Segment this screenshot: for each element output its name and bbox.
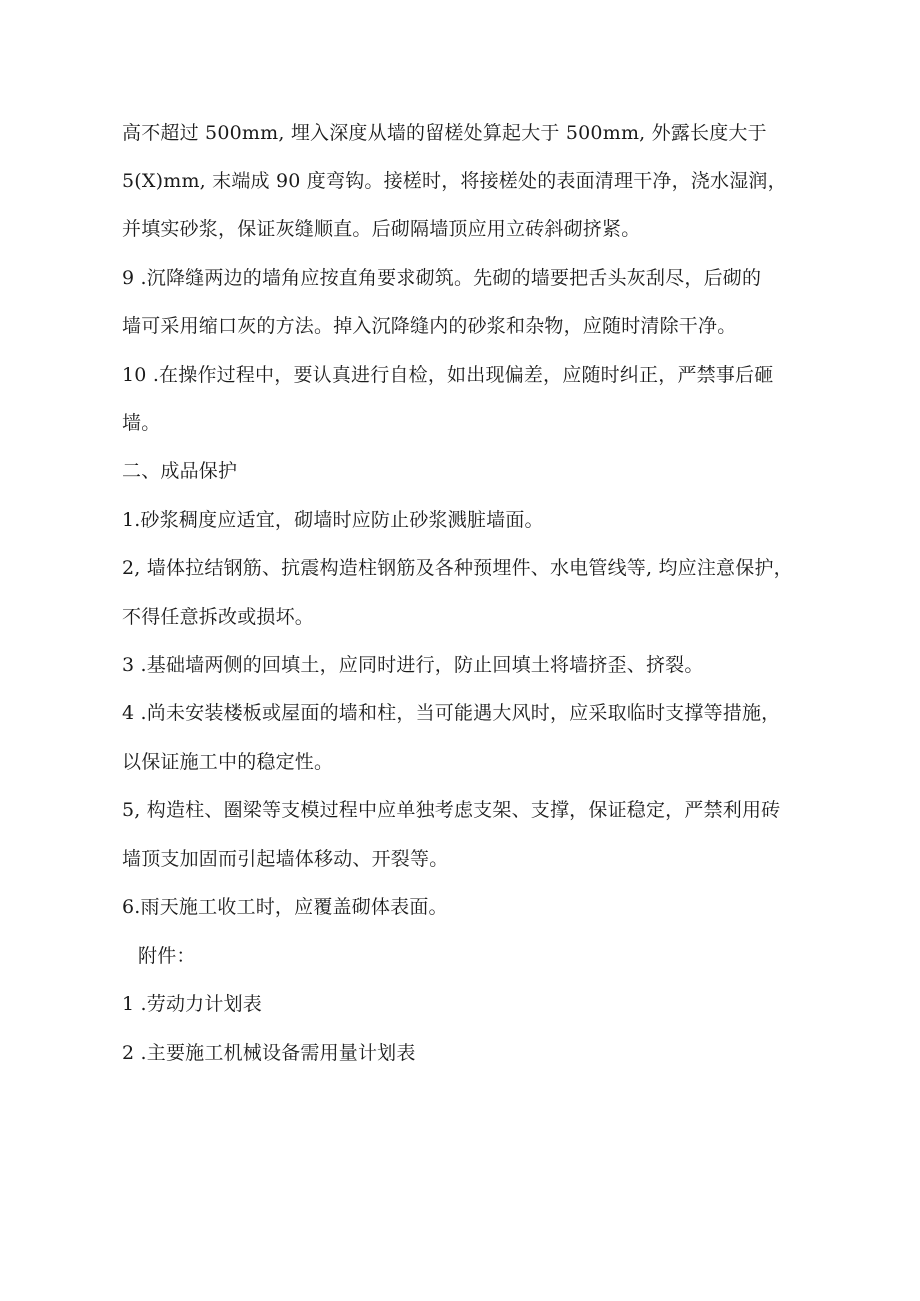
attachment-item-1: 1 .劳动力计划表 <box>122 993 262 1015</box>
protection-item-6: 6.雨天施工收工时，应覆盖砌体表面。 <box>122 896 448 918</box>
protection-item-1: 1.砂浆稠度应适宜，砌墙时应防止砂浆溅脏墙面。 <box>122 509 544 531</box>
protection-item-3: 3 .基础墙两侧的回填土，应同时进行，防止回填土将墙挤歪、挤裂。 <box>122 654 704 676</box>
item-9-line-1: 9 .沉降缝两边的墙角应按直角要求砌筑。先砌的墙要把舌头灰刮尽，后砌的 <box>122 267 762 289</box>
item-10-line-2: 墙。 <box>122 412 161 434</box>
protection-item-2-line-2: 不得任意拆改或损坏。 <box>122 606 315 628</box>
protection-item-5-line-2: 墙顶支加固而引起墙体移动、开裂等。 <box>122 848 449 870</box>
attachment-item-2: 2 .主要施工机械设备需用量计划表 <box>122 1042 416 1064</box>
paragraph-line-2: 5(X)mm, 末端成 90 度弯钩。接槎时，将接槎处的表面清理干净，浇水湿润， <box>122 170 787 192</box>
item-9-line-2: 墙可采用缩口灰的方法。掉入沉降缝内的砂浆和杂物，应随时清除干净。 <box>122 315 737 337</box>
paragraph-line-1: 高不超过 500mm, 埋入深度从墙的留槎处算起大于 500mm, 外露长度大于 <box>122 122 767 144</box>
protection-item-5-line-1: 5, 构造柱、圈梁等支模过程中应单独考虑支架、支撑，保证稳定，严禁利用砖 <box>122 799 781 821</box>
attachments-heading: 附件： <box>138 945 196 967</box>
item-10-line-1: 10 .在操作过程中，要认真进行自检，如出现偏差，应随时纠正，严禁事后砸 <box>122 364 774 386</box>
protection-item-4-line-2: 以保证施工中的稳定性。 <box>122 751 334 773</box>
paragraph-line-3: 并填实砂浆，保证灰缝顺直。后砌隔墙顶应用立砖斜砌挤紧。 <box>122 218 641 240</box>
protection-item-2-line-1: 2, 墙体拉结钢筋、抗震构造柱钢筋及各种预埋件、水电管线等, 均应注意保护， <box>122 557 793 579</box>
section-heading-product-protection: 二、成品保护 <box>122 460 238 482</box>
protection-item-4-line-1: 4 .尚未安装楼板或屋面的墙和柱，当可能遇大风时，应采取临时支撑等措施， <box>122 702 781 724</box>
